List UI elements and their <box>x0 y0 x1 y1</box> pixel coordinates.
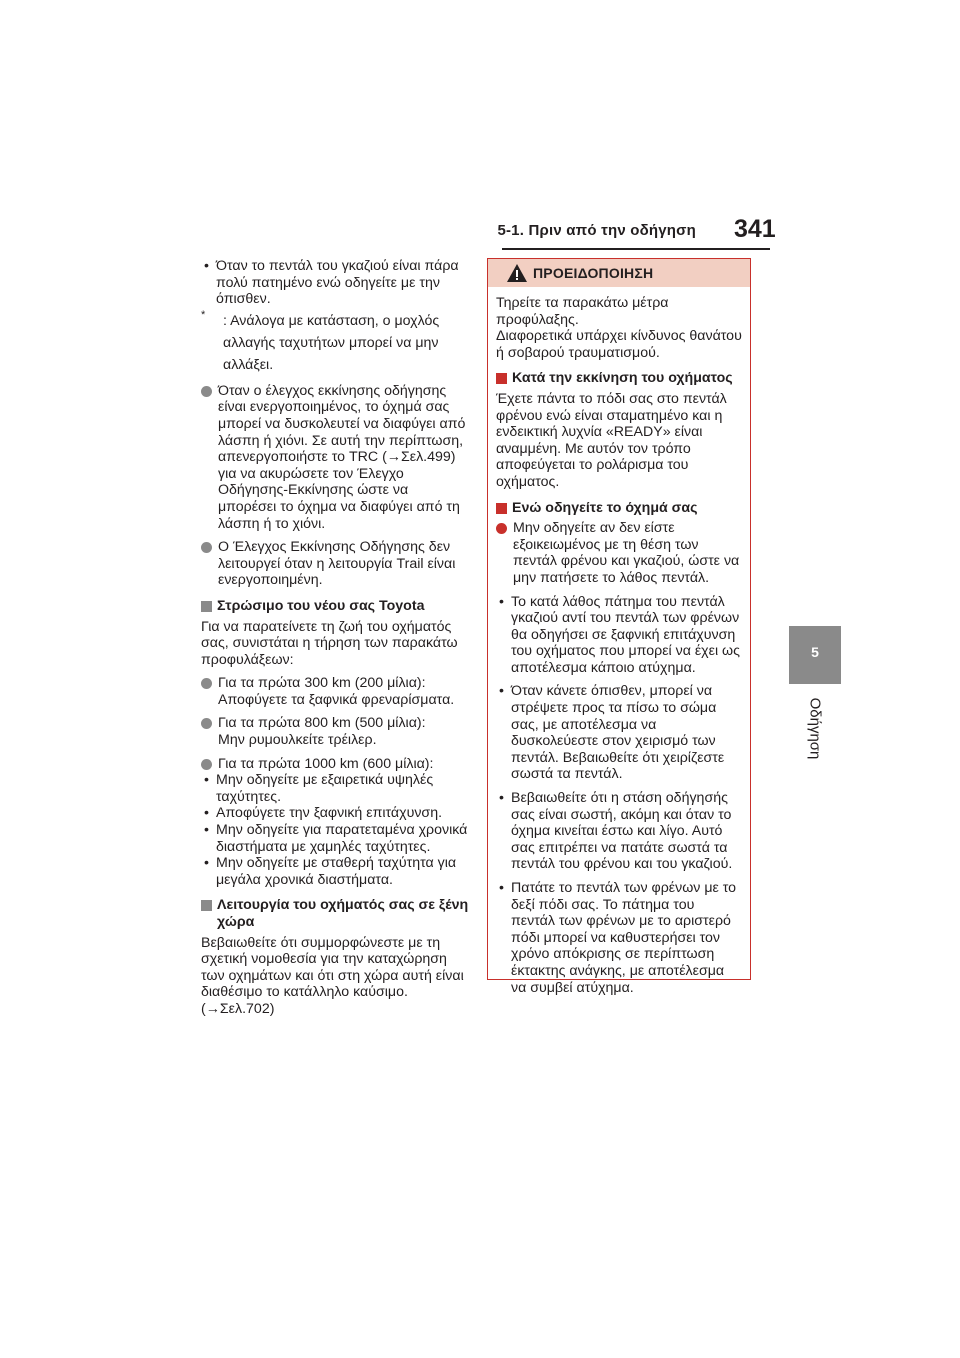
section-heading: Ενώ οδηγείτε το όχημά σας <box>496 500 742 517</box>
bullet-dot-icon <box>201 759 212 770</box>
section-title: 5-1. Πριν από την οδήγηση <box>497 222 696 239</box>
footnote-mark: * <box>201 308 206 321</box>
list-item: • Μην οδηγείτε με σταθερή ταχύτητα για μεγάλα χρονικά διαστήματα. <box>204 855 457 888</box>
bullet-dot-icon <box>201 678 212 689</box>
list-item: • Μην οδηγείτε με εξαιρετικά υψηλές ταχύτητες. <box>204 772 434 805</box>
list-item: • Μην οδηγείτε για παρατεταμένα χρονικά διαστήματα με χαμηλές ταχύτητες. <box>204 822 468 855</box>
paragraph: Τηρείτε τα παρακάτω μέτρα προφύλαξης. <box>496 295 669 328</box>
bullet-mark: • <box>204 772 209 789</box>
bullet-mark: • <box>499 593 504 610</box>
chapter-label: Οδήγηση <box>806 697 824 760</box>
footnote: * : Ανάλογα με κατάσταση, ο μοχλός αλλαγής ταχυτήτων μπορεί να μην αλλάξει. <box>201 310 469 376</box>
list-item: • Αποφύγετε την ξαφνική επιτάχυνση. <box>204 805 443 822</box>
chapter-label-box <box>795 690 835 770</box>
warning-box <box>487 258 751 996</box>
list-item: • Βεβαιωθείτε ότι η στάση οδήγησής σας είναι σωστή, ακόμη και όταν το όχημα κινείται έστω και λίγο. Αυτό σας επιτρέπει να πατάτε σωστά τα πεντάλ του φρένου και του γκαζιού. <box>499 790 733 873</box>
bullet-mark: • <box>204 855 209 872</box>
bullet-dot-icon <box>201 542 212 553</box>
paragraph: Βεβαιωθείτε ότι συμμορφώνεστε με τη σχετική νομοθεσία για την καταχώρηση των οχημάτων και ότι στη χώρα αυτή είναι διαθέσιμο το κατάλληλο καύσιμο. (→Σελ.702) <box>201 934 464 1017</box>
warning-header <box>488 259 750 287</box>
list-item: Για τα πρώτα 300 km (200 μίλια): Αποφύγετε τα ξαφνικά φρεναρίσματα. <box>201 675 469 708</box>
square-bullet-icon <box>496 503 507 514</box>
bullet-mark: • <box>499 790 504 807</box>
chapter-tab <box>789 626 841 684</box>
paragraph: Έχετε πάντα το πόδι σας στο πεντάλ φρένου ενώ είναι σταματημένο και η ενδεικτική λυχνία «READY» είναι αναμμένη. Με αυτόν τον τρόπο αποφεύγεται το ρολάρισμα του οχήματος. <box>496 390 727 490</box>
bullet-mark: • <box>204 822 209 839</box>
page-number: 341 <box>734 215 776 243</box>
square-bullet-icon <box>201 601 212 612</box>
warning-title: ΠΡΟΕΙΔΟΠΟΙΗΣΗ <box>533 265 654 281</box>
list-item: • Όταν κάνετε όπισθεν, μπορεί να στρέψετε προς τα πίσω το σώμα σας, με αποτέλεσμα να δυσκολεύεστε στον χειρισμό των πεντάλ. Βεβαιωθείτε ότι χειρίζεστε σωστά τα πεντάλ. <box>499 683 725 783</box>
header-rule <box>502 248 770 250</box>
section-heading: Κατά την εκκίνηση του οχήματος <box>496 370 742 387</box>
warning-body <box>488 287 750 996</box>
paragraph: Για να παρατείνετε τη ζωή του οχήματός σας, συνιστάται η τήρηση των παρακάτω προφυλάξεων: <box>201 618 458 668</box>
list-item: • Όταν το πεντάλ του γκαζιού είναι πάρα πολύ πατημένο ενώ οδηγείτε με την όπισθεν. <box>204 258 459 308</box>
section-heading: Λειτουργία του οχήματός σας σε ξένη χώρα <box>201 897 469 930</box>
list-item: • Το κατά λάθος πάτημα του πεντάλ γκαζιού αντί του πεντάλ των φρένων θα οδηγήσει σε ξαφνική επιτάχυνση του οχήματος που μπορεί να έχει ως αποτέλεσμα κάποιο ατύχημα. <box>499 593 740 676</box>
bullet-mark: • <box>499 683 504 700</box>
chapter-number: 5 <box>811 644 819 660</box>
bullet-dot-icon <box>201 718 212 729</box>
bullet-mark: • <box>204 258 209 274</box>
page-header <box>0 210 960 250</box>
list-item: Για τα πρώτα 1000 km (600 μίλια): <box>201 756 469 773</box>
bullet-mark: • <box>499 880 504 896</box>
left-column <box>201 258 469 1025</box>
list-item: Μην οδηγείτε αν δεν είστε εξοικειωμένος με τη θέση των πεντάλ φρένου και γκαζιού, ώστε να μην πατήσετε το λάθος πεντάλ. <box>496 520 742 586</box>
list-item: Για τα πρώτα 800 km (500 μίλια): Μην ρυμουλκείτε τρέιλερ. <box>201 715 469 748</box>
list-item: • Πατάτε το πεντάλ των φρένων με το δεξί πόδι σας. Το πάτημα του πεντάλ των φρένων με το αριστερό πόδι μπορεί να καθυστερήσει τον χρόνο απόκρισης σε περίπτωση έκτακτης ανάγκης, με αποτέλεσμα να συμβεί ατύχημα. <box>499 880 737 996</box>
bullet-mark: • <box>204 805 209 822</box>
section-heading: Στρώσιμο του νέου σας Toyota <box>201 598 469 615</box>
list-item: Ο Έλεγχος Εκκίνησης Οδήγησης δεν λειτουργεί όταν η λειτουργία Trail είναι ενεργοποιημένη. <box>201 539 469 589</box>
paragraph: Διαφορετικά υπάρχει κίνδυνος θανάτου ή σοβαρού τραυματισμού. <box>496 328 742 361</box>
square-bullet-icon <box>496 373 507 384</box>
square-bullet-icon <box>201 900 212 911</box>
bullet-dot-icon <box>496 523 507 534</box>
bullet-dot-icon <box>201 386 212 397</box>
list-item: Όταν ο έλεγχος εκκίνησης οδήγησης είναι ενεργοποιημένος, το όχημά σας μπορεί να δυσκολευτεί να διαφύγει από λάσπη ή χιόνι. Σε αυτή την περίπτωση, απενεργοποιήστε το TRC (→Σελ.499) για να ακυρώσετε τον Έλεγχο Οδήγησης-Εκκίνησης ώστε να μπορέσει το όχημα να διαφύγει από τη λάσπη ή το χιόνι. <box>201 383 469 532</box>
warning-triangle-icon <box>506 263 528 283</box>
